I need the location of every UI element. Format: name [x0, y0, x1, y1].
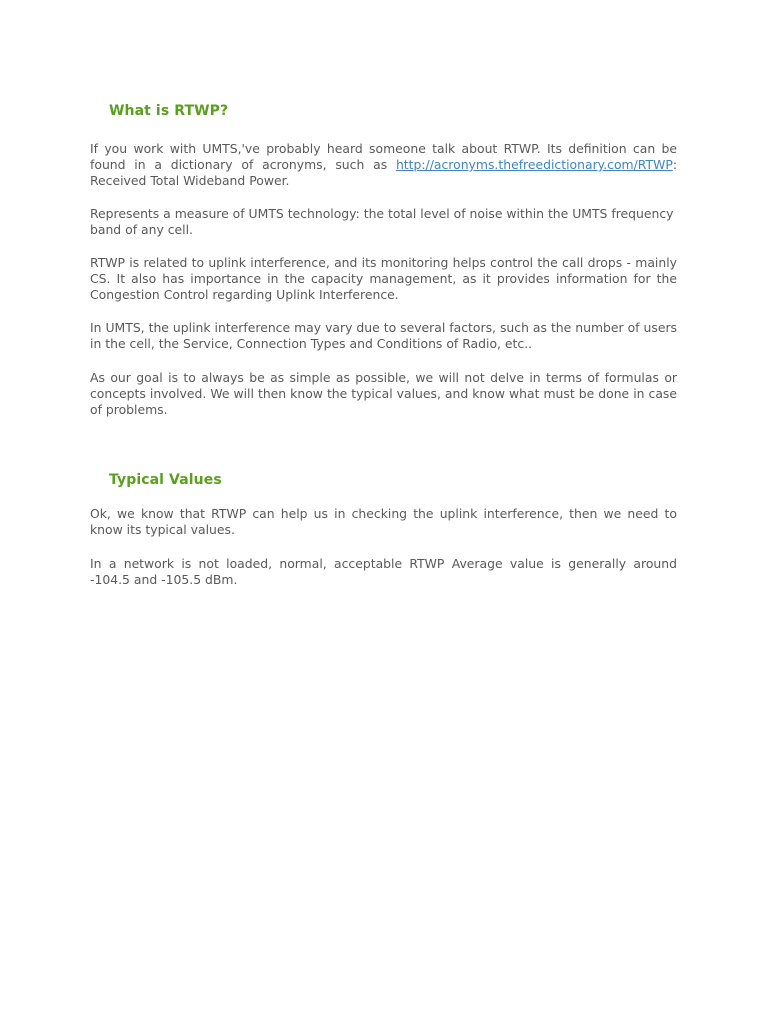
paragraph-acceptable-value: In a network is not loaded, normal, acceptable RTWP Average value is generally around -104.5 and -105.5 dBm.	[90, 556, 677, 587]
section-heading-what-is-rtwp: What is RTWP?	[109, 103, 229, 119]
paragraph-text: : Received Total Wideband Power.	[90, 157, 677, 188]
acronyms-link[interactable]: http://acronyms.thefreedictionary.com/RTWP	[395, 157, 673, 172]
paragraph-typical-values-intro: Ok, we know that RTWP can help us in checking the uplink interference, then we need to know its typical values.	[90, 506, 677, 537]
paragraph-variation-factors: In UMTS, the uplink interference may vary due to several factors, such as the number of users in the cell, the Service, Connection Types and Conditions of Radio, etc..	[90, 320, 677, 351]
paragraph-uplink-interference: RTWP is related to uplink interference, and its monitoring helps control the call drops - mainly CS. It also has importance in the capacity management, as it provides information for the Congestion Control regarding Uplink Interference.	[90, 255, 677, 302]
paragraph-measure: Represents a measure of UMTS technology: the total level of noise within the UMTS frequency band of any cell.	[90, 206, 674, 237]
paragraph-goal: As our goal is to always be as simple as possible, we will not delve in terms of formulas or concepts involved. We will then know the typical values, and know what must be done in case of problems.	[90, 370, 677, 417]
paragraph-text: If you work with UMTS,'ve probably heard someone talk about RTWP. Its definition can be found in a dictionary of acronyms, such as	[90, 141, 677, 172]
paragraph-definition	[90, 141, 677, 189]
section-heading-typical-values: Typical Values	[109, 472, 222, 488]
